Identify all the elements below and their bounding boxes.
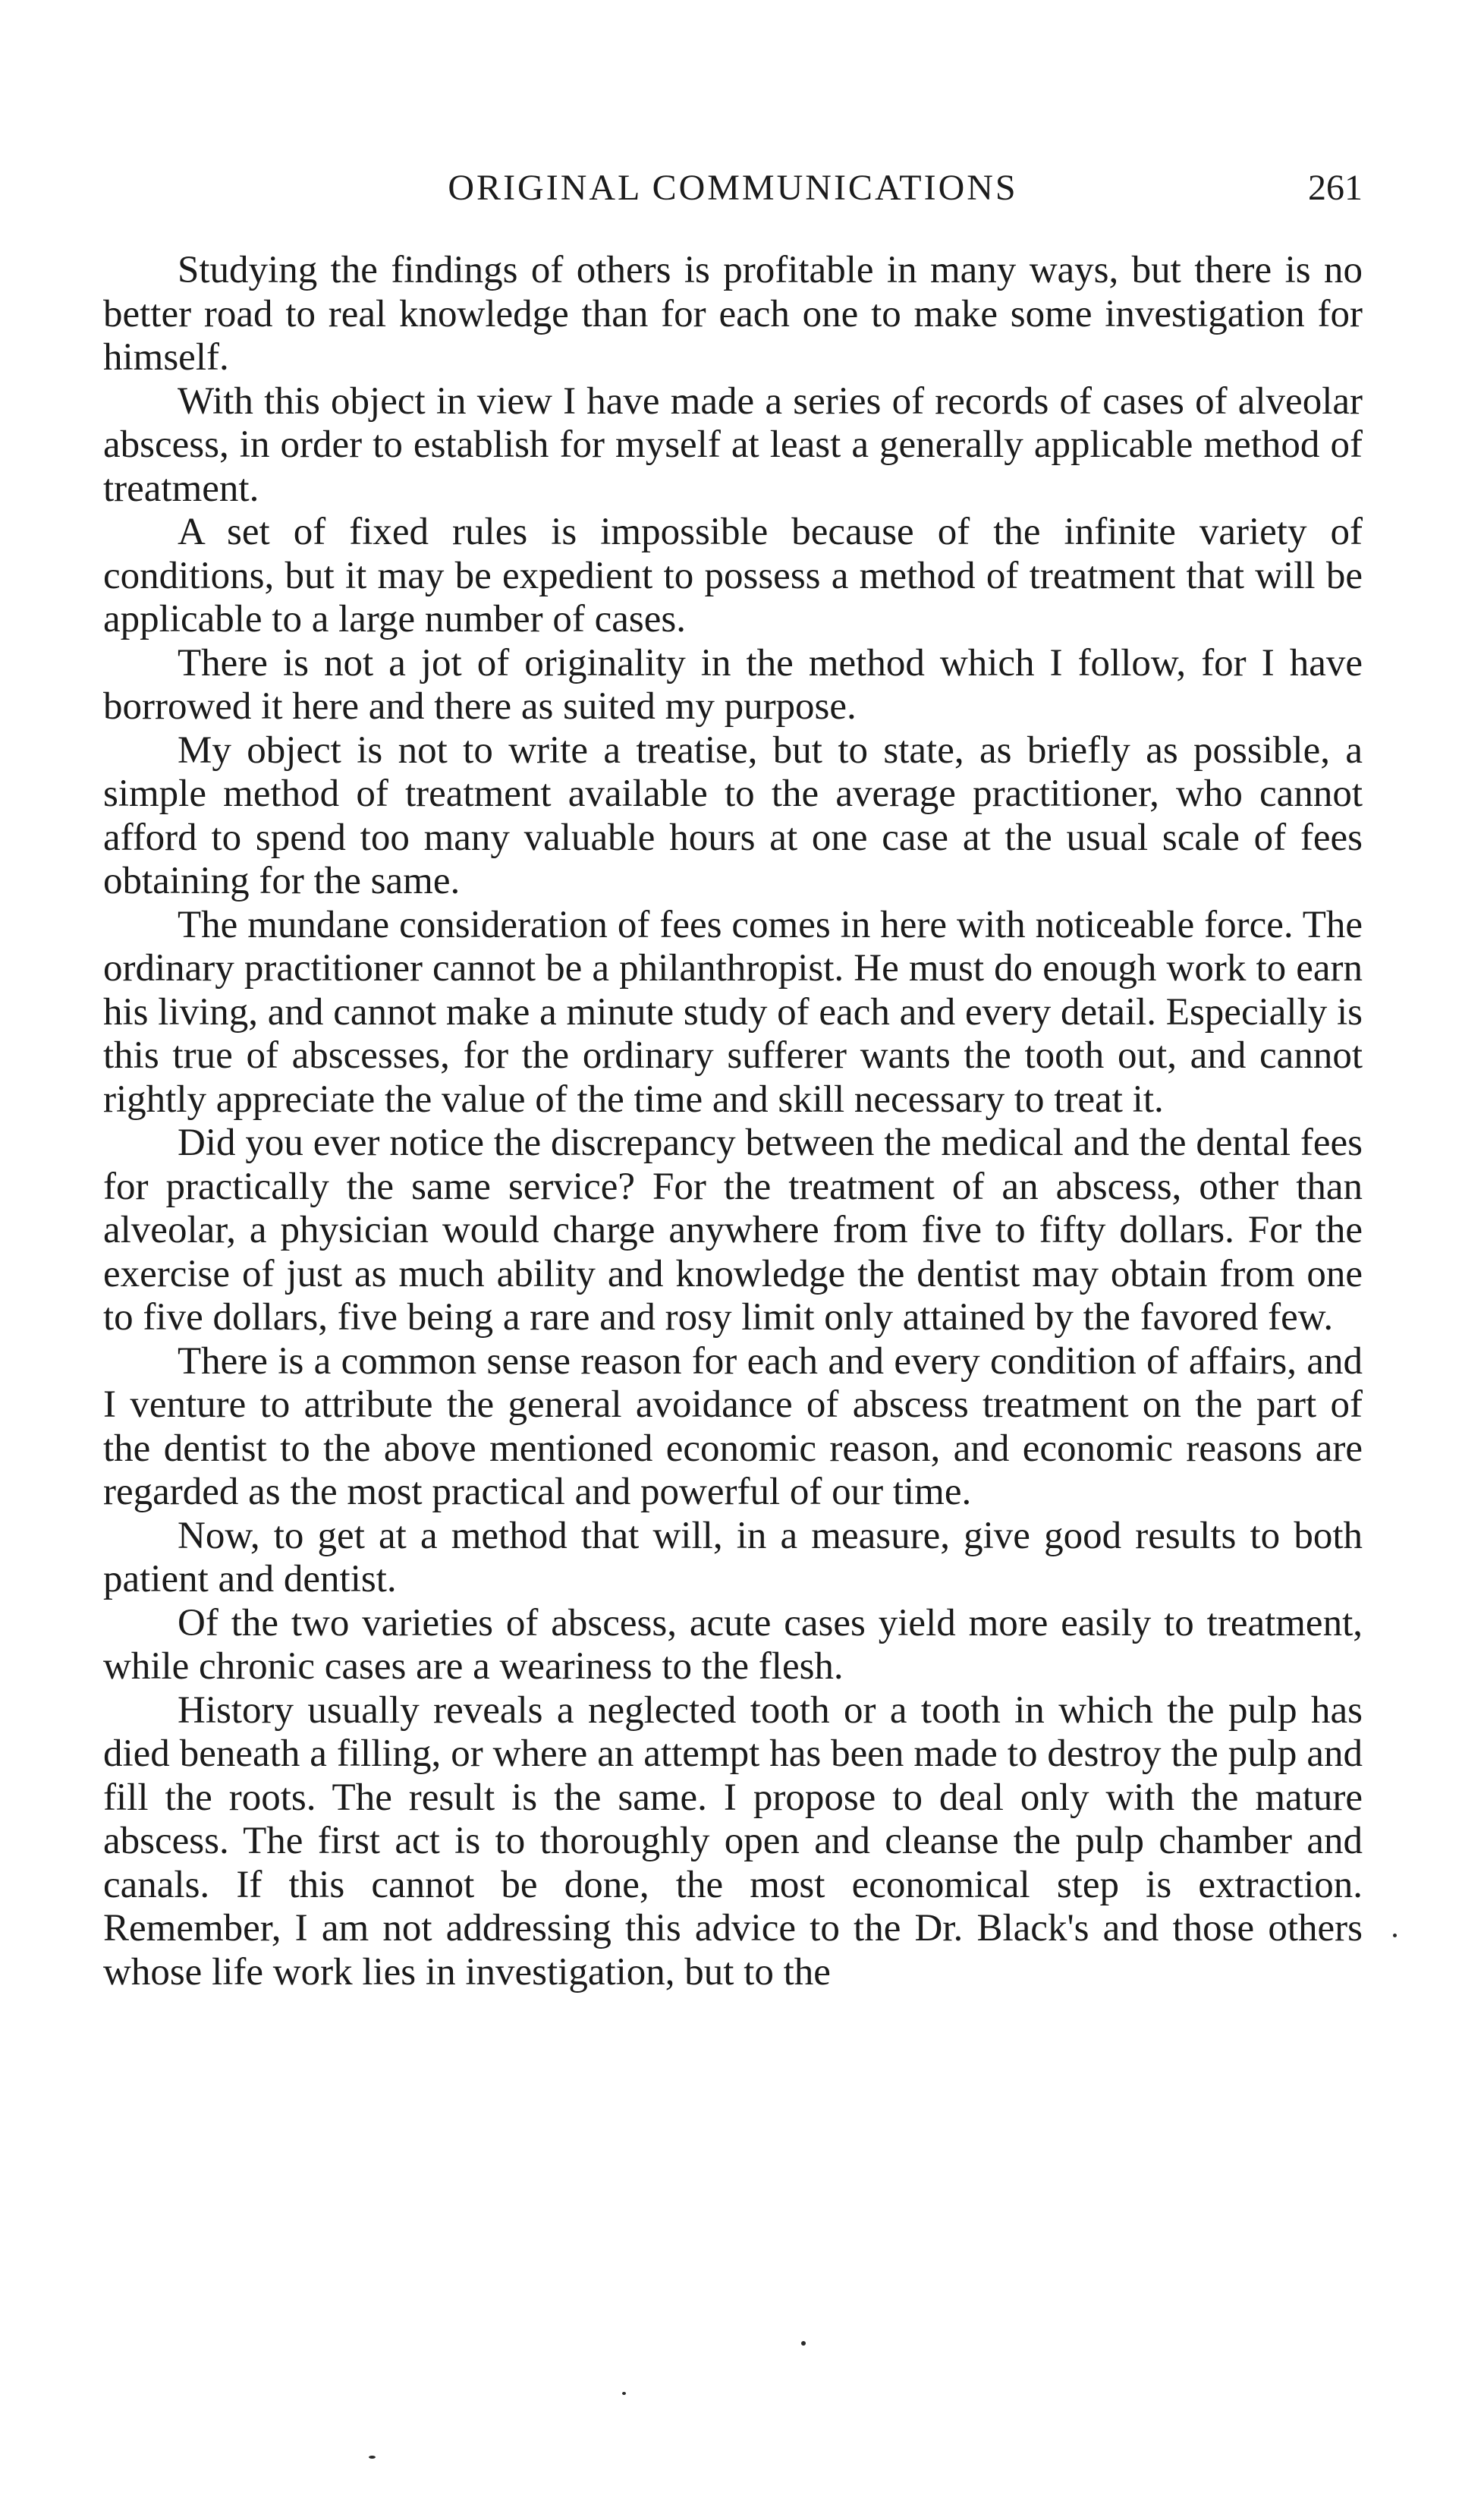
paragraph: Of the two varieties of abscess, acute cases yield more easily to treatment, while chronic cases are a weariness to the flesh.: [103, 1601, 1363, 1688]
paragraph: Did you ever notice the discrepancy between the medical and the dental fees for practically the same service? For the treatment of an abscess, other than alveolar, a physician would charge anywhere from five to fifty dollars. For the exercise of just as much ability and knowledge the dentist may obtain from one to five dollars, five being a rare and rosy limit only attained by the favored few.: [103, 1122, 1363, 1339]
scan-speck: [1393, 1934, 1397, 1937]
page-number: 261: [1308, 168, 1363, 208]
scan-speck: [801, 2341, 806, 2346]
paragraph: With this object in view I have made a series of records of cases of alveolar abscess, in order to establish for myself at least a generally applicable method of treatment.: [103, 379, 1363, 510]
paragraph: There is not a jot of originality in the method which I follow, for I have borrowed it here and there as suited my purpose.: [103, 641, 1363, 728]
scan-speck: [369, 2456, 376, 2459]
paragraph: Studying the findings of others is profitable in many ways, but there is no better road to real knowledge than for each one to make some investigation for himself.: [103, 249, 1363, 379]
paragraph: History usually reveals a neglected tooth or a tooth in which the pulp has died beneath a filling, or where an attempt has been made to destroy the pulp and fill the roots. The result is the same. I propose to deal only with the mature abscess. The first act is to thoroughly open and cleanse the pulp chamber and canals. If this cannot be done, the most economical step is extraction. Remember, I am not addressing this advice to the Dr. Black's and those others whose life work lies in investigation, but to the: [103, 1688, 1363, 1993]
scan-speck: [622, 2392, 626, 2395]
paragraph: My object is not to write a treatise, but to state, as briefly as possible, a simple method of treatment available to the average practitioner, who cannot afford to spend too many valuable hours at one case at the usual scale of fees obtaining for the same.: [103, 728, 1363, 902]
body-text: [103, 249, 1363, 1994]
paragraph: The mundane consideration of fees comes in here with noticeable force. The ordinary practitioner cannot be a philanthropist. He must do enough work to earn his living, and cannot make a minute study of each and every detail. Especially is this true of abscesses, for the ordinary sufferer wants the tooth out, and cannot rightly appreciate the value of the time and skill necessary to treat it.: [103, 903, 1363, 1121]
paragraph: A set of fixed rules is impossible because of the infinite variety of conditions, but it may be expedient to possess a method of treatment that will be applicable to a large number of cases.: [103, 511, 1363, 640]
paragraph: There is a common sense reason for each and every condition of affairs, and I venture to attribute the general avoidance of abscess treatment on the part of the dentist to the above mentioned economic reason, and economic reasons are regarded as the most practical and powerful of our time.: [103, 1339, 1363, 1513]
paragraph: Now, to get at a method that will, in a measure, give good results to both patient and dentist.: [103, 1514, 1363, 1600]
running-title: ORIGINAL COMMUNICATIONS: [448, 168, 1018, 208]
running-header: [103, 165, 1363, 219]
